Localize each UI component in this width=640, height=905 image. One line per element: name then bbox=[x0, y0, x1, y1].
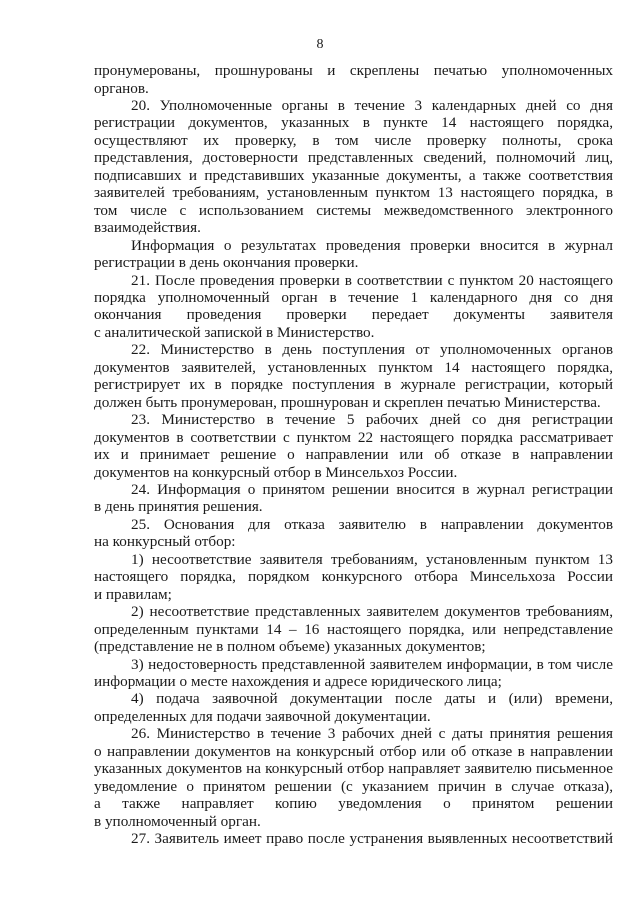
text-line: информации о месте нахождения и адресе юридического лица; bbox=[94, 672, 502, 690]
paragraph-first-line: 3) недостоверность представленной заявителем информации, в том числе bbox=[131, 655, 613, 673]
text-line: регистрации документов, указанных в пункте 14 настоящего порядка, bbox=[94, 114, 613, 132]
paragraph-first-line: 21. После проведения проверки в соответствии с пунктом 20 настоящего bbox=[131, 271, 613, 289]
text-line: должен быть пронумерован, прошнурован и скреплен печатью Министерства. bbox=[94, 393, 601, 411]
text-line: их и принимает решение о направлении или об отказе в направлении bbox=[94, 446, 613, 463]
text-line: заявителей требованиям, установленным пунктом 13 настоящего порядка, в bbox=[94, 184, 613, 202]
text-line: документов на конкурсный отбор в Минсельхоз России. bbox=[94, 463, 458, 481]
paragraph-first-line: Информация о результатах проведения проверки вносится в журнал bbox=[131, 236, 613, 254]
text-line: документов заявителей, установленных пунктом 14 настоящего порядка, bbox=[94, 358, 613, 376]
paragraph-first-line: 23. Министерство в течение 5 рабочих дней со дня регистрации bbox=[131, 411, 613, 429]
paragraph-first-line: 20. Уполномоченные органы в течение 3 календарных дней со дня bbox=[131, 96, 613, 114]
text-line: настоящего порядка, порядком конкурсного отбора Минсельхоза России bbox=[94, 568, 613, 586]
paragraph-first-line: 26. Министерство в течение 3 рабочих дней с даты принятия решения bbox=[131, 725, 613, 743]
text-line: на конкурсный отбор: bbox=[94, 533, 236, 551]
text-line: определенных для подачи заявочной документации. bbox=[94, 707, 431, 725]
text-line: регистрации в день окончания проверки. bbox=[94, 254, 359, 271]
text-line: регистрирует их в порядке поступления в журнале регистрации, который bbox=[94, 376, 613, 394]
text-line: подписавших и представивших указанные документы, а также соответствия bbox=[94, 166, 613, 184]
text-line: (представление не в полном объеме) указанных документов; bbox=[94, 638, 486, 655]
text-line: том числе с использованием системы межведомственного электронного bbox=[94, 201, 613, 219]
text-line: о направлении документов на конкурсный отбор или об отказе в направлении bbox=[94, 742, 613, 760]
text-line: в уполномоченный орган. bbox=[94, 812, 261, 830]
text-line: осуществляют их проверку, в том числе проверку полноты, срока bbox=[94, 131, 613, 149]
text-line: взаимодействия. bbox=[94, 219, 201, 237]
paragraph-first-line: 4) подача заявочной документации после даты и (или) времени, bbox=[131, 690, 613, 708]
text-line: в день принятия решения. bbox=[94, 498, 263, 516]
text-line: определенным пунктами 14 – 16 настоящего порядка, или непредставление bbox=[94, 620, 613, 638]
text-line: представления, достоверности представленных сведений, полномочий лиц, bbox=[94, 149, 613, 167]
text-line: указанных документов на конкурсный отбор направляет заявителю письменное bbox=[94, 760, 613, 778]
paragraph-first-line: 27. Заявитель имеет право после устранения выявленных несоответствий bbox=[131, 830, 613, 847]
paragraph-first-line: 22. Министерство в день поступления от уполномоченных органов bbox=[131, 341, 613, 359]
text-line: органов. bbox=[94, 79, 149, 97]
paragraph-first-line: 24. Информация о принятом решении вносится в журнал регистрации bbox=[131, 480, 613, 498]
paragraph-first-line: 1) несоответствие заявителя требованиям, установленным пунктом 13 bbox=[131, 550, 613, 568]
text-line: документов в соответствии с пунктом 22 настоящего порядка рассматривает bbox=[94, 428, 613, 446]
text-line: порядка уполномоченный орган в течение 1 календарного дня со дня bbox=[94, 288, 613, 306]
page-number: 8 bbox=[316, 37, 324, 52]
text-line: с аналитической запиской в Министерство. bbox=[94, 323, 375, 341]
text-line: а также направляет копию уведомления о принятом решении bbox=[94, 795, 613, 813]
text-line: уведомление о принятом решении (с указанием причин в случае отказа), bbox=[94, 777, 613, 795]
paragraph-first-line: 2) несоответствие представленных заявителем документов требованиям, bbox=[131, 603, 613, 621]
paragraph-first-line: 25. Основания для отказа заявителю в направлении документов bbox=[131, 515, 613, 533]
text-line: окончания проведения проверки передает документы заявителя bbox=[94, 306, 613, 324]
text-line: и правилам; bbox=[94, 585, 172, 603]
text-line: пронумерованы, прошнурованы и скреплены печатью уполномоченных bbox=[94, 62, 613, 79]
